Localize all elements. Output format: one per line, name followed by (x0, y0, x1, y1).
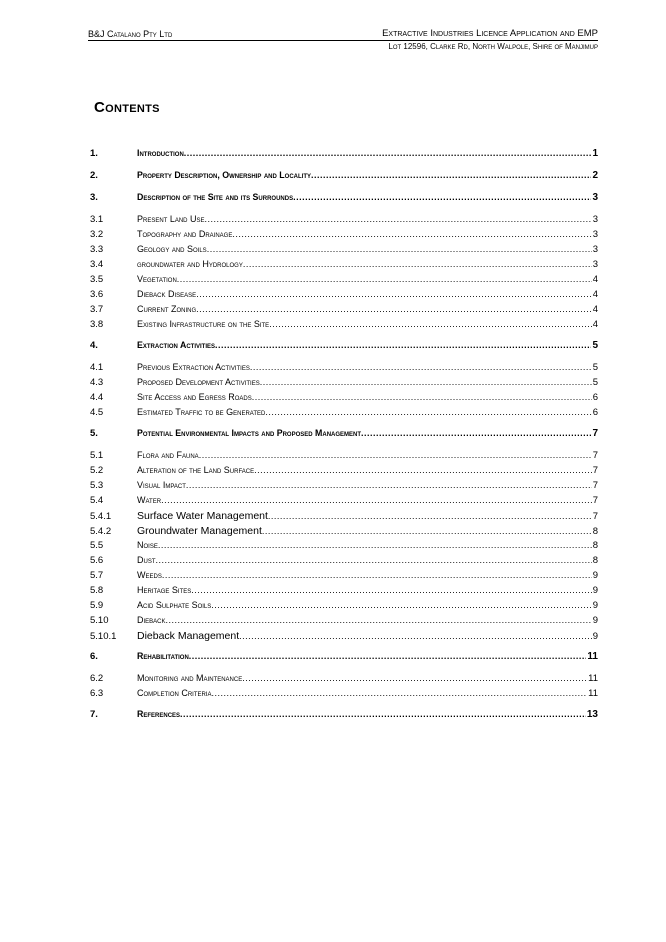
toc-entry-number: 5.5 (90, 540, 104, 551)
toc-leader (156, 555, 592, 565)
toc-entry-number: 5.4 (90, 495, 104, 506)
toc-entry-page: 8 (592, 526, 598, 537)
toc-leader (211, 600, 591, 610)
toc-entry-7[interactable] (90, 709, 598, 725)
toc-entry-page: 3 (592, 229, 598, 240)
toc-entry-page: 2 (592, 170, 598, 181)
toc-entry-page: 1 (592, 148, 598, 159)
toc-entry-number: 5.7 (90, 570, 104, 581)
toc-entry-3-5[interactable] (90, 274, 598, 289)
toc-entry-label: Heritage Sites (137, 585, 192, 595)
toc-entry-page: 11 (588, 688, 598, 699)
toc-entry-number: 5.9 (90, 600, 104, 611)
toc-entry-page: 4 (592, 289, 598, 300)
toc-entry-number: 5.2 (90, 465, 104, 476)
toc-entry-label: Dust (137, 555, 156, 565)
toc-leader (215, 340, 591, 350)
toc-entry-label: groundwater and Hydrology (137, 259, 243, 269)
toc-leader (196, 304, 592, 314)
toc-entry-page: 3 (592, 244, 598, 255)
toc-entry-3-3[interactable] (90, 244, 598, 259)
toc-entry-4-4[interactable] (90, 392, 598, 407)
toc-leader (252, 392, 592, 402)
toc-entry-number: 6.2 (90, 673, 104, 684)
toc-entry-page: 5 (592, 362, 598, 373)
toc-leader (189, 651, 587, 661)
toc-entry-page: 13 (586, 709, 598, 720)
toc-entry-5-2[interactable] (90, 465, 598, 480)
toc-entry-6-3[interactable] (90, 688, 598, 703)
toc-entry-label: Topography and Drainage (137, 229, 233, 239)
toc-entry-3-2[interactable] (90, 229, 598, 244)
toc-entry-label: Dieback (137, 615, 166, 625)
toc-entry-label: Current Zoning (137, 304, 197, 314)
toc-entry-number: 3.8 (90, 319, 104, 330)
toc-entry-5-4-2[interactable] (90, 525, 598, 540)
toc-entry-5-10[interactable] (90, 615, 598, 630)
toc-entry-3-7[interactable] (90, 304, 598, 319)
toc-entry-label: Water (137, 495, 162, 505)
toc-entry-page: 9 (592, 615, 598, 626)
toc-entry-number: 6. (90, 651, 98, 662)
toc-entry-5-7[interactable] (90, 570, 598, 585)
toc-entry-page: 4 (592, 304, 598, 315)
toc-leader (196, 289, 592, 299)
toc-entry-5-10-1[interactable] (90, 630, 598, 645)
toc-leader (243, 259, 592, 269)
toc-leader (212, 688, 588, 698)
toc-entry-label: Flora and Fauna (137, 450, 199, 460)
toc-entry-label: Proposed Development Activities (137, 377, 260, 387)
toc-entry-number: 7. (90, 709, 98, 720)
toc-leader (269, 319, 592, 329)
toc-leader (199, 450, 592, 460)
toc-entry-page: 3 (592, 259, 598, 270)
toc-entry-4-5[interactable] (90, 407, 598, 422)
toc-leader (239, 631, 592, 641)
toc-entry-page: 7 (592, 465, 598, 476)
toc-entry-number: 3.3 (90, 244, 104, 255)
toc-leader (265, 407, 591, 417)
toc-entry-5-1[interactable] (90, 450, 598, 465)
toc-entry-page: 5 (592, 377, 598, 388)
toc-entry-label: Acid Sulphate Soils (137, 600, 212, 610)
toc-entry-number: 5.4.2 (90, 526, 112, 537)
toc-entry-number: 3.5 (90, 274, 104, 285)
page-header-subtitle: Lot 12596, Clarke Rd, North Walpole, Shire of Manjimup (388, 42, 598, 51)
page-header-left: B&J Catalano Pty Ltd (88, 29, 173, 39)
toc-entry-label: Alteration of the Land Surface (137, 465, 255, 475)
toc-entry-5-5[interactable] (90, 540, 598, 555)
toc-entry-3-6[interactable] (90, 289, 598, 304)
toc-entry-3-1[interactable] (90, 214, 598, 229)
toc-entry-number: 5.10.1 (90, 631, 117, 642)
toc-entry-page: 5 (592, 340, 598, 351)
toc-entry-label: Introduction (137, 148, 184, 158)
toc-entry-number: 5.6 (90, 555, 104, 566)
toc-leader (250, 362, 592, 372)
toc-leader (177, 274, 592, 284)
toc-leader (311, 170, 591, 180)
toc-leader (205, 214, 592, 224)
toc-entry-page: 3 (592, 214, 598, 225)
toc-entry-6[interactable] (90, 651, 598, 667)
toc-entry-5-6[interactable] (90, 555, 598, 570)
toc-entry-5[interactable] (90, 428, 598, 444)
toc-entry-label: Dieback Management (137, 630, 240, 642)
toc-entry-number: 3. (90, 192, 98, 203)
toc-entry-page: 7 (592, 480, 598, 491)
table-of-contents (90, 148, 598, 725)
toc-entry-5-9[interactable] (90, 600, 598, 615)
toc-entry-label: References (137, 709, 181, 719)
toc-entry-2[interactable] (90, 170, 598, 186)
toc-leader (180, 709, 586, 719)
toc-entry-label: Monitoring and Maintenance (137, 673, 243, 683)
toc-leader (161, 495, 592, 505)
toc-entry-3-4[interactable] (90, 259, 598, 274)
toc-leader (158, 540, 592, 550)
toc-entry-label: Noise (137, 540, 158, 550)
toc-entry-number: 5. (90, 428, 98, 439)
toc-entry-page: 9 (592, 600, 598, 611)
toc-entry-label: Existing Infrastructure on the Site (137, 319, 270, 329)
toc-leader (293, 192, 591, 202)
toc-entry-page: 3 (592, 192, 598, 203)
toc-leader (262, 526, 592, 536)
toc-entry-number: 3.4 (90, 259, 104, 270)
toc-entry-page: 9 (592, 631, 598, 642)
page-header-right: Extractive Industries Licence Application and EMP (382, 28, 598, 39)
toc-leader (186, 480, 592, 490)
toc-entry-page: 7 (592, 450, 598, 461)
toc-entry-number: 4.1 (90, 362, 104, 373)
toc-entry-5-8[interactable] (90, 585, 598, 600)
toc-entry-label: Vegetation (137, 274, 177, 284)
toc-entry-page: 9 (592, 585, 598, 596)
toc-entry-page: 6 (592, 407, 598, 418)
toc-entry-page: 4 (592, 274, 598, 285)
toc-entry-label: Potential Environmental Impacts and Proposed Management (137, 428, 362, 438)
toc-entry-3[interactable] (90, 192, 598, 208)
contents-title: Contents (94, 99, 160, 116)
toc-entry-number: 4.3 (90, 377, 104, 388)
toc-leader (207, 244, 592, 254)
toc-entry-number: 5.4.1 (90, 511, 112, 522)
toc-entry-5-4[interactable] (90, 495, 598, 510)
toc-entry-page: 4 (592, 319, 598, 330)
toc-entry-label: Visual Impact (137, 480, 186, 490)
toc-entry-number: 5.1 (90, 450, 104, 461)
toc-entry-number: 2. (90, 170, 98, 181)
toc-entry-number: 4.5 (90, 407, 104, 418)
toc-entry-4[interactable] (90, 340, 598, 356)
toc-leader (260, 377, 592, 387)
toc-entry-page: 11 (588, 673, 598, 684)
toc-leader (268, 511, 592, 521)
toc-entry-page: 6 (592, 392, 598, 403)
toc-entry-page: 7 (592, 511, 598, 522)
toc-leader (166, 615, 592, 625)
toc-entry-number: 3.6 (90, 289, 104, 300)
toc-entry-label: Previous Extraction Activities (137, 362, 250, 372)
toc-leader (162, 570, 592, 580)
toc-leader (184, 148, 592, 158)
toc-entry-page: 7 (592, 495, 598, 506)
toc-entry-number: 3.7 (90, 304, 104, 315)
toc-leader (191, 585, 591, 595)
toc-entry-number: 5.3 (90, 480, 104, 491)
toc-leader (361, 428, 591, 438)
toc-entry-4-3[interactable] (90, 377, 598, 392)
toc-entry-label: Present Land Use (137, 214, 205, 224)
toc-entry-number: 5.8 (90, 585, 104, 596)
toc-entry-number: 4. (90, 340, 98, 351)
header-rule (88, 40, 598, 41)
toc-entry-label: Property Description, Ownership and Locality (137, 170, 311, 180)
toc-entry-number: 5.10 (90, 615, 109, 626)
toc-leader (242, 673, 587, 683)
toc-entry-4-1[interactable] (90, 362, 598, 377)
toc-entry-number: 4.4 (90, 392, 104, 403)
toc-entry-number: 6.3 (90, 688, 104, 699)
toc-entry-page: 8 (592, 540, 598, 551)
toc-entry-label: Weeds (137, 570, 162, 580)
toc-entry-1[interactable] (90, 148, 598, 164)
toc-entry-label: Rehabilitation (137, 651, 189, 661)
toc-entry-label: Description of the Site and its Surrounds (137, 192, 294, 202)
toc-entry-label: Geology and Soils (137, 244, 207, 254)
toc-entry-label: Completion Criteria (137, 688, 212, 698)
toc-entry-label: Estimated Traffic to be Generated (137, 407, 266, 417)
toc-entry-page: 7 (592, 428, 598, 439)
toc-entry-5-4-1[interactable] (90, 510, 598, 525)
toc-leader (232, 229, 591, 239)
toc-leader (254, 465, 592, 475)
toc-entry-number: 3.1 (90, 214, 104, 225)
toc-entry-label: Extraction Activities (137, 340, 216, 350)
toc-entry-page: 11 (587, 651, 598, 662)
toc-entry-6-2[interactable] (90, 673, 598, 688)
toc-entry-5-3[interactable] (90, 480, 598, 495)
toc-entry-page: 9 (592, 570, 598, 581)
toc-entry-3-8[interactable] (90, 319, 598, 334)
toc-entry-number: 3.2 (90, 229, 104, 240)
toc-entry-label: Surface Water Management (137, 510, 268, 522)
toc-entry-label: Groundwater Management (137, 525, 262, 537)
toc-entry-number: 1. (90, 148, 98, 159)
toc-entry-label: Site Access and Egress Roads (137, 392, 252, 402)
toc-entry-label: Dieback Disease (137, 289, 197, 299)
toc-entry-page: 8 (592, 555, 598, 566)
